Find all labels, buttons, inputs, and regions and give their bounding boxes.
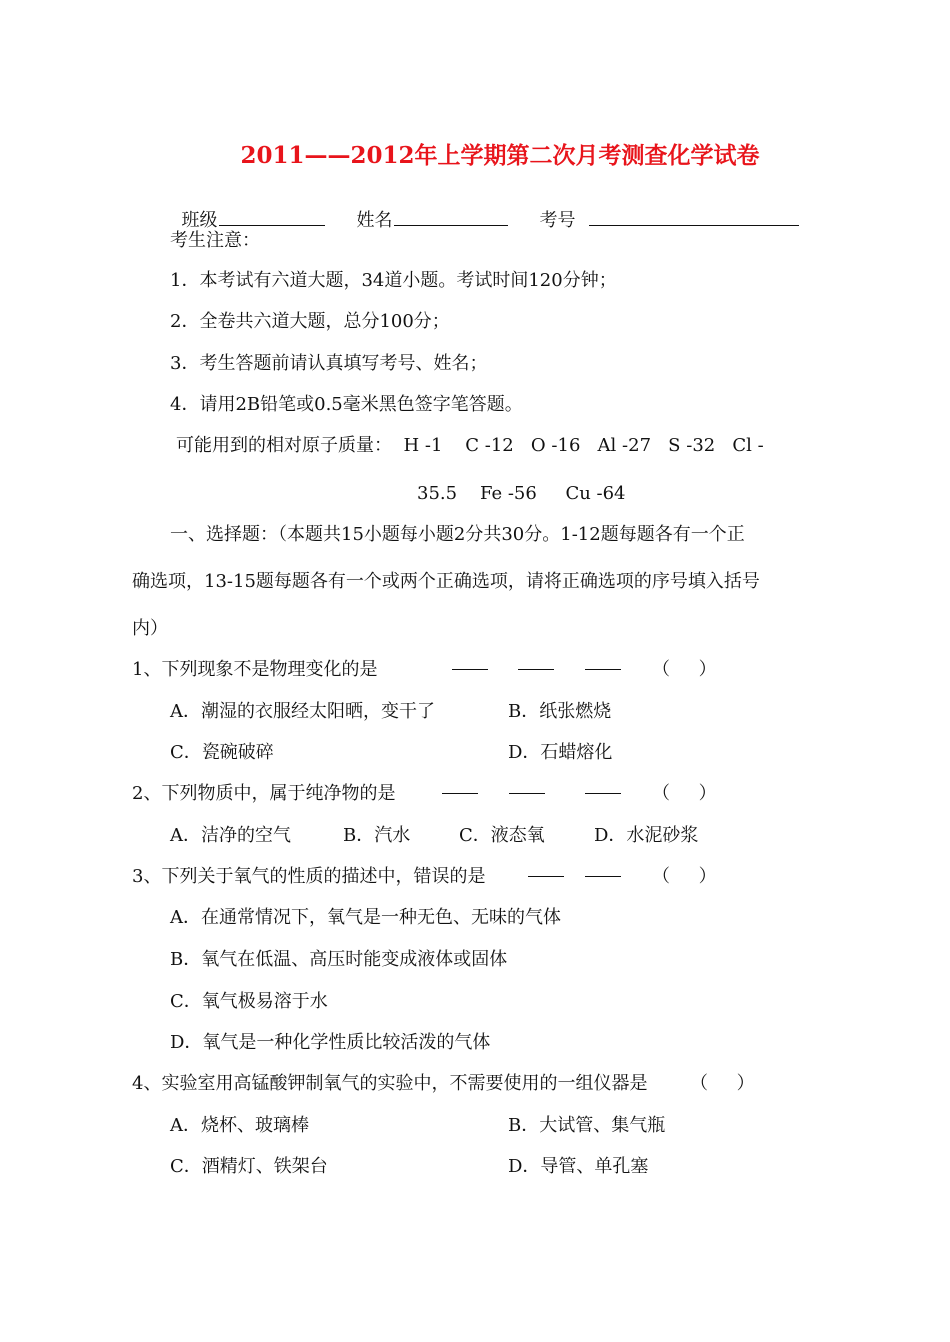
- section-1-text: 内）: [132, 618, 168, 639]
- class-label: 班级: [181, 210, 218, 231]
- class-field: [170, 184, 325, 233]
- name-label: 姓名: [356, 210, 393, 231]
- section-1-heading: 一、选择题：（本题共15小题每小题2分共30分。1-12题每题各有一个正: [170, 524, 745, 545]
- answer-dash: [528, 865, 564, 877]
- answer-dash: [509, 782, 545, 794]
- atomic-mass-line-1: 可能用到的相对原子质量： H -1 C -12 O -16 Al -27 S -32 Cl -: [176, 435, 764, 456]
- option-b: B．氧气在低温、高压时能变成液体或固体: [170, 949, 508, 970]
- option-d: D．导管、单孔塞: [508, 1156, 649, 1177]
- option-b: B．纸张燃烧: [508, 701, 612, 722]
- question-2-stem: 2、下列物质中，属于纯净物的是: [132, 783, 396, 804]
- question-4-stem: 4、实验室用高锰酸钾制氧气的实验中，不需要使用的一组仪器是: [132, 1073, 648, 1094]
- answer-dash: [585, 782, 621, 794]
- note-item: 4．请用2B铅笔或0.5毫米黑色签字笔答题。: [170, 394, 523, 415]
- answer-dash: [585, 865, 621, 877]
- question-3-stem: 3、下列关于氧气的性质的描述中，错误的是: [132, 866, 486, 887]
- option-c: C．氧气极易溶于水: [170, 991, 328, 1012]
- option-c: C．液态氧: [459, 825, 545, 846]
- option-b: B．大试管、集气瓶: [508, 1115, 666, 1136]
- number-label: 考号: [539, 210, 576, 231]
- notes-heading: 考生注意：: [170, 230, 260, 251]
- option-c: C．瓷碗破碎: [170, 742, 274, 763]
- answer-parentheses[interactable]: （ ）: [652, 659, 717, 680]
- answer-dash: [585, 658, 621, 670]
- note-item: 1．本考试有六道大题，34道小题。考试时间120分钟；: [170, 270, 617, 291]
- question-1-stem: 1、下列现象不是物理变化的是: [132, 659, 378, 680]
- option-d: D．氧气是一种化学性质比较活泼的气体: [170, 1032, 491, 1053]
- answer-parentheses[interactable]: （ ）: [652, 783, 717, 804]
- option-c: C．酒精灯、铁架台: [170, 1156, 328, 1177]
- option-a: A．潮湿的衣服经太阳晒，变干了: [170, 701, 435, 722]
- class-blank[interactable]: [219, 208, 325, 226]
- answer-parentheses[interactable]: （ ）: [690, 1073, 755, 1094]
- option-d: D．水泥砂浆: [594, 825, 699, 846]
- exam-title: 2011——2012年上学期第二次月考测查化学试卷: [240, 142, 760, 169]
- note-item: 3．考生答题前请认真填写考号、姓名；: [170, 353, 488, 374]
- answer-dash: [442, 782, 478, 794]
- number-field: [528, 184, 799, 233]
- option-a: A．烧杯、玻璃棒: [170, 1115, 309, 1136]
- note-item: 2．全卷共六道大题，总分100分；: [170, 311, 450, 332]
- option-a: A．在通常情况下，氧气是一种无色、无味的气体: [170, 907, 561, 928]
- name-field: [345, 184, 508, 233]
- atomic-mass-line-2: 35.5 Fe -56 Cu -64: [417, 483, 626, 504]
- section-1-text: 确选项，13-15题每题各有一个或两个正确选项，请将正确选项的序号填入括号: [132, 571, 760, 592]
- option-a: A．洁净的空气: [170, 825, 291, 846]
- answer-dash: [518, 658, 554, 670]
- option-d: D．石蜡熔化: [508, 742, 613, 763]
- answer-dash: [452, 658, 488, 670]
- number-blank[interactable]: [589, 208, 799, 226]
- option-b: B．汽水: [343, 825, 411, 846]
- name-blank[interactable]: [394, 208, 508, 226]
- answer-parentheses[interactable]: （ ）: [652, 866, 717, 887]
